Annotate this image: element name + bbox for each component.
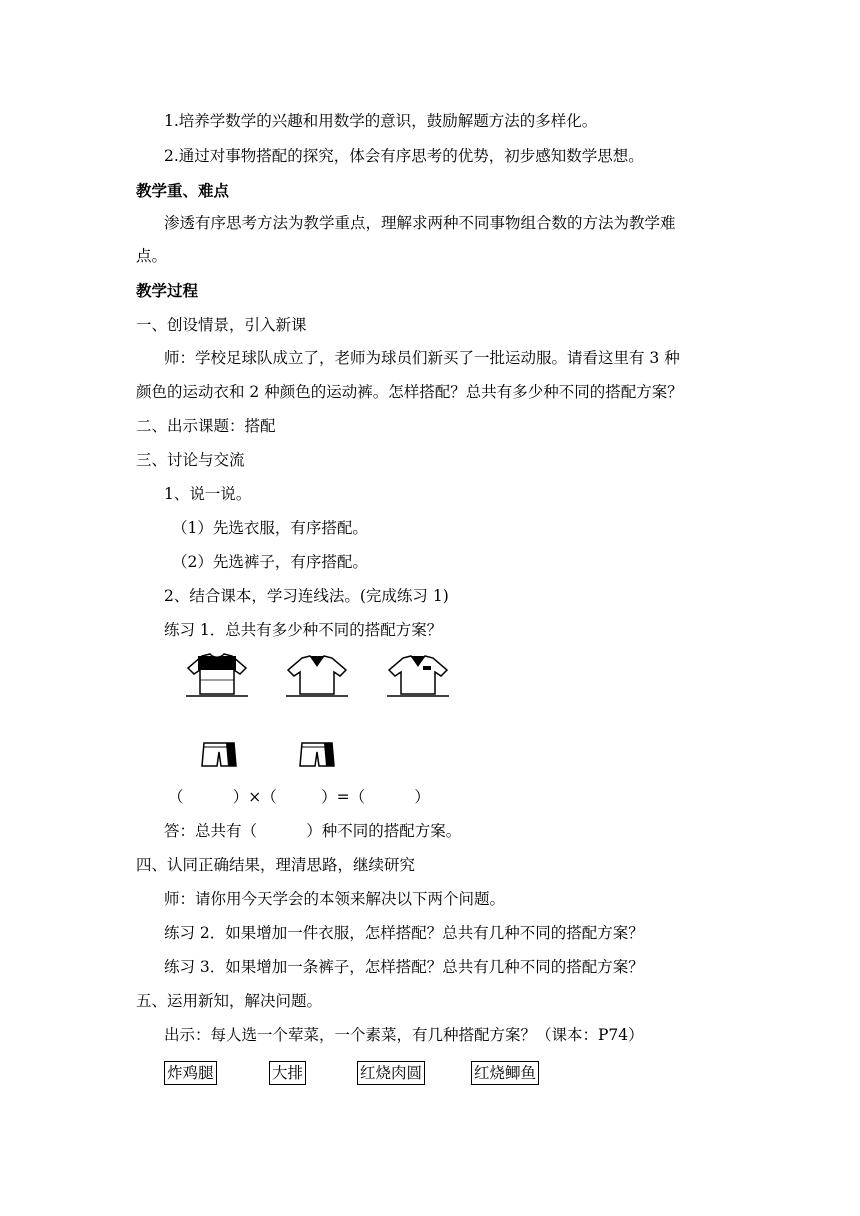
dish-box-2: 大排 [269,1061,306,1085]
dish-box-1: 炸鸡腿 [164,1061,217,1085]
section-1-line-2: 颜色的运动衣和 2 种颜色的运动裤。怎样搭配？总共有多少种不同的搭配方案？ [136,383,683,401]
section-5-title: 五、运用新知，解决问题。 [136,992,323,1010]
section-1-title: 一、创设情景，引入新课 [136,316,307,334]
section-3-sub-2: （2）先选裤子，有序搭配。 [172,553,368,571]
section-4-line-1: 师：请你用今天学会的本领来解决以下两个问题。 [164,890,506,908]
section-3-item-2: 2、结合课本，学习连线法。(完成练习 1) [164,587,449,605]
exercise-3: 练习 3．如果增加一条裤子，怎样搭配？总共有几种不同的搭配方案？ [164,958,644,976]
formula-line: （ ）×（ ）=（ ） [168,788,430,806]
exercise-2: 练习 2．如果增加一件衣服，怎样搭配？总共有几种不同的搭配方案？ [164,924,644,942]
shirt-icon [286,654,348,698]
shirt-icon [186,652,248,698]
shorts-icon [298,740,336,770]
key-points-text-2: 点。 [136,247,168,265]
section-1-line-1: 师：学校足球队成立了，老师为球员们新买了一批运动服。请看这里有 3 种 [164,349,680,367]
answer-line: 答：总共有（ ）种不同的搭配方案。 [164,822,462,840]
shirt-icon [387,654,449,698]
goal-item-1: 1.培养学数学的兴趣和用数学的意识，鼓励解题方法的多样化。 [164,112,598,130]
shorts-icon [200,740,238,770]
dish-box-3: 红烧肉圆 [357,1061,425,1085]
process-heading: 教学过程 [136,282,199,300]
dish-box-4: 红烧鲫鱼 [471,1061,539,1085]
goal-item-2: 2.通过对事物搭配的探究，体会有序思考的优势，初步感知数学思想。 [164,147,644,165]
section-3-sub-1: （1）先选衣服，有序搭配。 [172,519,368,537]
key-points-heading: 教学重、难点 [136,182,230,200]
section-5-line-1: 出示：每人选一个荤菜，一个素菜，有几种搭配方案？（课本：P74） [164,1026,644,1044]
key-points-text-1: 渗透有序思考方法为教学重点，理解求两种不同事物组合数的方法为教学难 [164,214,676,232]
section-3-item-1: 1、说一说。 [164,485,252,503]
exercise-1: 练习 1．总共有多少种不同的搭配方案？ [164,621,443,639]
section-4-title: 四、认同正确结果，理清思路，继续研究 [136,856,416,874]
section-2-title: 二、出示课题：搭配 [136,417,276,435]
section-3-title: 三、讨论与交流 [136,451,245,469]
